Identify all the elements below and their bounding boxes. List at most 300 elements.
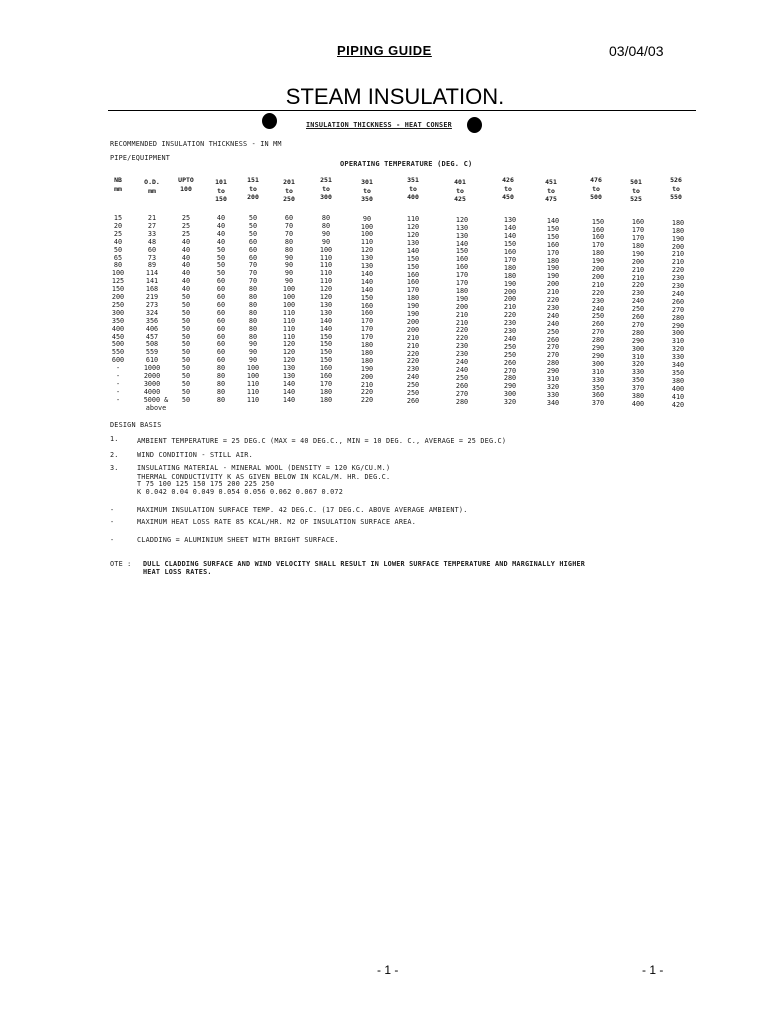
table-cell-thickness: 90 <box>284 277 294 286</box>
table-cell-thickness: 40 <box>181 253 191 262</box>
table-cell-od: 21 <box>147 214 157 222</box>
table-cell-thickness: 130 <box>406 238 420 247</box>
table-cell-thickness: 140 <box>360 269 374 278</box>
table-cell-thickness: 80 <box>216 387 226 396</box>
note-number: 2. <box>110 451 119 459</box>
table-cell-thickness: 190 <box>546 264 560 273</box>
table-cell-thickness: 160 <box>406 278 420 287</box>
note-text: T 75 100 125 150 175 200 225 250 <box>137 480 275 488</box>
table-cell-thickness: 240 <box>455 365 469 374</box>
table-cell-thickness: 150 <box>546 232 560 241</box>
table-cell-thickness: 60 <box>216 316 226 325</box>
table-cell-thickness: 310 <box>591 367 605 376</box>
table-cell-thickness: 90 <box>321 237 331 246</box>
table-cell-thickness: 180 <box>546 256 560 265</box>
table-cell-thickness: 260 <box>546 335 560 344</box>
table-cell-thickness: 80 <box>216 395 226 404</box>
table-cell-thickness: 240 <box>631 297 645 306</box>
table-cell-thickness: 210 <box>503 303 517 312</box>
table-cell-thickness: 180 <box>406 294 420 303</box>
table-cell-thickness: 40 <box>181 285 191 294</box>
table-cell-thickness: 50 <box>181 340 191 349</box>
table-cell-thickness: 300 <box>671 329 685 338</box>
table-cell-thickness: 140 <box>319 316 333 325</box>
table-cell-thickness: 220 <box>455 334 469 343</box>
table-cell-thickness: 120 <box>282 340 296 349</box>
table-cell-thickness: 220 <box>631 281 645 290</box>
table-cell-thickness: 380 <box>631 392 645 400</box>
table-cell-thickness: 290 <box>591 344 605 352</box>
table-cell-thickness: 110 <box>406 215 420 224</box>
table-cell-thickness: 110 <box>246 387 260 396</box>
note-number: - <box>110 506 115 514</box>
table-cell-thickness: 50 <box>248 221 258 230</box>
table-cell-thickness: 190 <box>591 257 605 266</box>
table-cell-thickness: 140 <box>455 239 469 248</box>
table-cell-od: 356 <box>145 316 159 325</box>
table-cell-thickness: 140 <box>503 232 517 241</box>
table-cell-thickness: 210 <box>406 341 420 350</box>
table-cell-thickness: 270 <box>546 343 560 352</box>
table-cell-thickness: 290 <box>591 351 605 360</box>
table-cell-thickness: 60 <box>216 285 226 294</box>
table-cell-nb: 200 <box>111 293 125 301</box>
table-cell-thickness: 290 <box>671 321 685 330</box>
table-cell-thickness: 200 <box>406 325 420 334</box>
table-cell-thickness: 260 <box>406 396 420 405</box>
table-cell-thickness: 340 <box>671 361 685 369</box>
table-cell-od: 33 <box>147 229 157 238</box>
table-cell-thickness: 170 <box>631 234 645 242</box>
table-cell-thickness: 190 <box>503 279 517 288</box>
table-cell-thickness: 140 <box>360 277 374 286</box>
table-cell-thickness: 200 <box>360 372 374 381</box>
table-cell-thickness: 160 <box>591 233 605 242</box>
table-cell-thickness: 370 <box>631 384 645 393</box>
table-cell-thickness: 40 <box>216 221 226 230</box>
table-cell-nb: 250 <box>111 300 125 309</box>
table-cell-od: 3000 <box>143 379 161 388</box>
table-cell-thickness: 100 <box>360 230 374 239</box>
table-cell-thickness: 200 <box>406 317 420 326</box>
table-cell-thickness: 40 <box>181 277 191 286</box>
table-cell-thickness: 330 <box>546 390 560 399</box>
table-cell-thickness: 210 <box>360 380 374 389</box>
table-cell-thickness: 80 <box>248 332 258 341</box>
note-text: MAXIMUM HEAT LOSS RATE 85 KCAL/HR. M2 OF INSULATION SURFACE AREA. <box>137 518 416 526</box>
table-cell-thickness: 120 <box>406 223 420 232</box>
table-cell-thickness: 270 <box>671 305 685 314</box>
table-cell-thickness: 120 <box>406 231 420 239</box>
table-cell-thickness: 130 <box>503 216 517 225</box>
scan-top-heading: INSULATION THICKNESS - HEAT CONSER <box>306 121 452 129</box>
table-cell-thickness: 40 <box>181 261 191 270</box>
table-cell-thickness: 270 <box>503 366 517 375</box>
note-number: 1. <box>110 435 119 443</box>
table-cell-thickness: 100 <box>319 245 333 254</box>
table-cell-thickness: 80 <box>248 293 258 301</box>
table-cell-thickness: 60 <box>248 253 258 262</box>
table-cell-thickness: 160 <box>631 218 645 227</box>
table-cell-thickness: 90 <box>284 269 294 278</box>
table-cell-od: 610 <box>145 356 159 365</box>
table-cell-thickness: 130 <box>319 300 333 309</box>
table-cell-nb: - <box>115 395 121 404</box>
table-cell-thickness: 50 <box>181 308 191 317</box>
table-cell-thickness: 50 <box>216 269 226 278</box>
table-cell-thickness: 150 <box>319 340 333 349</box>
table-cell-thickness: 180 <box>503 271 517 280</box>
table-cell-thickness: 180 <box>319 395 333 404</box>
footer-page-number-right: - 1 - <box>642 963 664 977</box>
table-cell-thickness: 150 <box>360 293 374 302</box>
table-cell-od: 2000 <box>143 372 161 380</box>
table-cell-thickness: 180 <box>319 387 333 396</box>
table-cell-thickness: 400 <box>631 399 645 408</box>
table-cell-thickness: 280 <box>671 313 685 322</box>
table-cell-thickness: 190 <box>455 294 469 303</box>
table-cell-thickness: 40 <box>181 245 191 254</box>
table-cell-thickness: 300 <box>591 359 605 368</box>
table-cell-nb: 65 <box>113 253 123 262</box>
table-cell-thickness: 50 <box>181 324 191 333</box>
table-cell-thickness: 110 <box>319 261 333 270</box>
table-cell-nb: 50 <box>113 245 123 254</box>
table-cell-thickness: 350 <box>671 368 685 377</box>
table-cell-thickness: 150 <box>319 348 333 357</box>
table-cell-thickness: 240 <box>671 289 685 298</box>
table-cell-thickness: 50 <box>181 348 191 357</box>
table-cell-thickness: 80 <box>284 237 294 246</box>
table-cell-thickness: 190 <box>671 234 685 243</box>
table-cell-thickness: 70 <box>284 221 294 230</box>
table-column-header: 451 to 475 <box>545 178 557 203</box>
table-cell-od: 324 <box>145 308 159 317</box>
table-cell-thickness: 50 <box>181 372 191 380</box>
table-cell-thickness: 60 <box>216 324 226 333</box>
table-cell-od: 559 <box>145 348 159 357</box>
table-cell-thickness: 50 <box>181 332 191 341</box>
table-column-header: NB mm <box>114 176 122 193</box>
table-cell-thickness: 120 <box>319 293 333 301</box>
table-cell-thickness: 220 <box>406 349 420 358</box>
table-cell-thickness: 140 <box>503 224 517 233</box>
table-cell-nb: - <box>115 372 121 380</box>
table-cell-nb: 15 <box>113 214 123 222</box>
table-cell-thickness: 210 <box>455 310 469 319</box>
table-column-header: O.D. mm <box>144 178 160 195</box>
table-cell-thickness: 100 <box>282 300 296 309</box>
table-cell-thickness: 180 <box>360 356 374 365</box>
table-cell-od: 4000 <box>143 387 161 396</box>
table-cell-thickness: 210 <box>671 250 685 259</box>
table-cell-thickness: 50 <box>216 245 226 254</box>
note-number: OTE : <box>110 560 132 568</box>
table-cell-od: 508 <box>145 340 159 349</box>
table-cell-thickness: 70 <box>248 261 258 270</box>
table-cell-thickness: 170 <box>455 271 469 280</box>
footer-page-number-left: - 1 - <box>377 963 399 977</box>
table-cell-thickness: 220 <box>671 266 685 275</box>
table-column-header: 151 to 200 <box>247 176 259 201</box>
table-cell-thickness: 160 <box>591 225 605 234</box>
table-cell-thickness: 380 <box>671 376 685 385</box>
table-cell-thickness: 170 <box>631 226 645 235</box>
table-cell-thickness: 100 <box>246 372 260 380</box>
note-text: INSULATING MATERIAL - MINERAL WOOL (DENSITY = 120 KG/CU.M.) <box>137 464 391 472</box>
table-cell-thickness: 230 <box>631 289 645 298</box>
table-cell-thickness: 180 <box>360 341 374 349</box>
table-cell-thickness: 140 <box>282 395 296 404</box>
table-column-header: 201 to 250 <box>283 178 295 203</box>
table-cell-thickness: 150 <box>503 240 517 249</box>
table-cell-thickness: 280 <box>546 359 560 368</box>
table-cell-thickness: 240 <box>546 319 560 328</box>
table-cell-od: 141 <box>145 277 159 286</box>
table-cell-thickness: 90 <box>284 253 294 262</box>
table-cell-od: 457 <box>145 332 159 341</box>
table-cell-thickness: 200 <box>631 257 645 266</box>
table-cell-nb: 600 <box>111 356 125 365</box>
table-cell-thickness: 150 <box>406 254 420 263</box>
table-cell-thickness: 50 <box>181 300 191 309</box>
table-cell-thickness: 370 <box>591 399 605 408</box>
scan-subheading: RECOMMENDED INSULATION THICKNESS - IN MM <box>110 140 282 148</box>
table-cell-thickness: 240 <box>546 311 560 320</box>
table-cell-thickness: 70 <box>284 229 294 238</box>
table-cell-thickness: 210 <box>671 258 685 267</box>
table-cell-thickness: 40 <box>216 229 226 238</box>
note-text: K 0.042 0.04 0.049 0.054 0.056 0.062 0.067 0.072 <box>137 488 344 496</box>
table-cell-od: 27 <box>147 221 157 230</box>
table-cell-thickness: 260 <box>455 381 469 390</box>
table-cell-thickness: 240 <box>591 304 605 313</box>
table-cell-thickness: 80 <box>321 221 331 230</box>
table-cell-thickness: 60 <box>216 293 226 301</box>
table-cell-thickness: 100 <box>246 364 260 373</box>
table-cell-thickness: 130 <box>319 308 333 317</box>
table-cell-thickness: 220 <box>591 288 605 297</box>
table-cell-od: 406 <box>145 324 159 333</box>
table-cell-thickness: 50 <box>181 364 191 373</box>
table-cell-thickness: 260 <box>591 320 605 329</box>
table-cell-thickness: 250 <box>503 342 517 351</box>
table-cell-thickness: 230 <box>455 350 469 359</box>
table-cell-thickness: 270 <box>631 320 645 329</box>
table-cell-thickness: 300 <box>503 390 517 399</box>
table-cell-thickness: 170 <box>360 317 374 326</box>
table-cell-thickness: 160 <box>360 301 374 310</box>
table-cell-nb: 125 <box>111 277 125 286</box>
table-cell-thickness: 230 <box>671 282 685 290</box>
table-cell-thickness: 170 <box>546 248 560 257</box>
table-cell-thickness: 280 <box>631 328 645 337</box>
table-cell-thickness: 210 <box>406 333 420 342</box>
table-cell-thickness: 200 <box>591 272 605 281</box>
table-cell-thickness: 60 <box>284 214 294 222</box>
table-cell-thickness: 170 <box>503 255 517 264</box>
table-cell-nb: - <box>115 379 121 388</box>
table-cell-thickness: 330 <box>591 375 605 384</box>
table-cell-od: 60 <box>147 245 157 254</box>
table-cell-thickness: 420 <box>671 400 685 409</box>
design-basis-label: DESIGN BASIS <box>110 421 162 429</box>
table-cell-thickness: 260 <box>631 313 645 321</box>
table-cell-thickness: 60 <box>216 308 226 317</box>
table-cell-thickness: 210 <box>631 273 645 282</box>
table-cell-thickness: 220 <box>503 311 517 320</box>
table-cell-thickness: 90 <box>284 261 294 270</box>
table-cell-nb: 40 <box>113 237 123 246</box>
table-cell-thickness: 130 <box>455 231 469 240</box>
table-cell-thickness: 150 <box>406 262 420 271</box>
table-cell-thickness: 50 <box>181 387 191 396</box>
table-cell-thickness: 170 <box>360 333 374 342</box>
table-cell-thickness: 130 <box>360 254 374 263</box>
table-cell-thickness: 50 <box>181 356 191 365</box>
table-cell-thickness: 60 <box>248 237 258 246</box>
table-cell-thickness: 140 <box>546 217 560 225</box>
table-cell-thickness: 100 <box>282 285 296 294</box>
table-cell-thickness: 110 <box>282 316 296 325</box>
table-cell-thickness: 130 <box>282 372 296 380</box>
table-cell-thickness: 240 <box>503 334 517 343</box>
note-text: WIND CONDITION - STILL AIR. <box>137 451 253 459</box>
scan-ink-blot <box>467 117 482 133</box>
table-cell-thickness: 25 <box>181 221 191 230</box>
table-cell-nb: 350 <box>111 316 125 325</box>
table-cell-nb: 550 <box>111 348 125 357</box>
table-cell-thickness: 190 <box>406 310 420 318</box>
table-cell-thickness: 200 <box>546 280 560 289</box>
table-cell-thickness: 230 <box>671 274 685 283</box>
table-cell-thickness: 70 <box>248 269 258 278</box>
note-number: 3. <box>110 464 119 472</box>
table-cell-thickness: 50 <box>181 379 191 388</box>
table-cell-nb: 80 <box>113 261 123 270</box>
table-cell-thickness: 400 <box>671 384 685 393</box>
table-cell-thickness: 110 <box>246 379 260 388</box>
table-cell-thickness: 130 <box>282 364 296 373</box>
table-cell-thickness: 80 <box>248 285 258 294</box>
table-cell-thickness: 50 <box>181 316 191 325</box>
table-cell-thickness: 110 <box>319 269 333 278</box>
scan-pipe-label: PIPE/EQUIPMENT <box>110 154 171 162</box>
table-cell-thickness: 120 <box>319 285 333 294</box>
table-cell-thickness: 260 <box>671 297 685 306</box>
table-cell-thickness: 150 <box>455 247 469 256</box>
table-cell-thickness: 50 <box>248 229 258 238</box>
table-cell-thickness: 170 <box>455 279 469 287</box>
table-cell-thickness: 320 <box>631 360 645 369</box>
table-cell-thickness: 320 <box>503 398 517 407</box>
table-cell-thickness: 90 <box>248 348 258 357</box>
table-cell-thickness: 170 <box>360 325 374 334</box>
table-cell-thickness: 180 <box>671 218 685 227</box>
table-cell-thickness: 25 <box>181 214 191 222</box>
table-cell-thickness: 60 <box>216 356 226 365</box>
note-text: CLADDING = ALUMINIUM SHEET WITH BRIGHT SURFACE. <box>137 536 339 544</box>
table-cell-thickness: 50 <box>181 293 191 301</box>
table-cell-thickness: 190 <box>406 302 420 311</box>
table-cell-od: 73 <box>147 253 157 262</box>
table-cell-thickness: 220 <box>406 357 420 366</box>
header-rule <box>108 110 696 111</box>
table-cell-thickness: 60 <box>216 300 226 309</box>
table-cell-thickness: 110 <box>319 253 333 262</box>
table-cell-thickness: 80 <box>321 214 331 222</box>
table-cell-thickness: 160 <box>455 263 469 272</box>
table-cell-thickness: 190 <box>360 364 374 373</box>
table-cell-thickness: 360 <box>591 391 605 400</box>
note-text: AMBIENT TEMPERATURE = 25 DEG.C (MAX = 40 DEG.C., MIN = 10 DEG. C., AVERAGE = 25 DEG.C) <box>137 437 507 445</box>
table-cell-thickness: 100 <box>360 222 374 231</box>
note-number: - <box>110 518 115 526</box>
note-text: HEAT LOSS RATES. <box>143 568 212 576</box>
table-cell-thickness: 250 <box>406 381 420 390</box>
table-cell-thickness: 25 <box>181 229 191 238</box>
table-cell-thickness: 40 <box>216 214 226 222</box>
table-cell-thickness: 220 <box>455 326 469 335</box>
table-cell-thickness: 270 <box>546 351 560 360</box>
table-cell-thickness: 70 <box>248 277 258 286</box>
table-cell-thickness: 260 <box>503 358 517 367</box>
table-cell-thickness: 230 <box>406 365 420 374</box>
table-column-header: 426 to 450 <box>502 176 514 201</box>
note-text: MAXIMUM INSULATION SURFACE TEMP. 42 DEG.C. (17 DEG.C. ABOVE AVERAGE AMBIENT). <box>137 506 468 514</box>
page-header-date: 03/04/03 <box>609 43 664 59</box>
table-cell-od: 1000 <box>143 364 161 373</box>
table-cell-thickness: 320 <box>546 382 560 391</box>
table-cell-od: 48 <box>147 237 157 246</box>
table-cell-thickness: 280 <box>591 336 605 345</box>
table-cell-thickness: 210 <box>455 318 469 327</box>
table-cell-thickness: 350 <box>591 383 605 392</box>
table-column-header: UPTO 100 <box>178 176 194 193</box>
table-column-header: 101 to 150 <box>215 178 227 203</box>
table-cell-thickness: 160 <box>546 240 560 249</box>
table-column-header: 501 to 525 <box>630 178 642 203</box>
note-text: THERMAL CONDUCTIVITY K AS GIVEN BELOW IN KCAL/M. HR. DEG.C. <box>137 473 391 481</box>
table-cell-thickness: 180 <box>360 348 374 357</box>
table-cell-thickness: 230 <box>546 303 560 312</box>
table-cell-thickness: 120 <box>282 356 296 365</box>
table-cell-thickness: 50 <box>216 253 226 262</box>
table-cell-nb: 25 <box>113 229 123 238</box>
table-column-header: 526 to 550 <box>670 176 682 201</box>
scan-ink-blot <box>262 113 277 129</box>
table-cell-thickness: 230 <box>503 319 517 328</box>
table-cell-thickness: 210 <box>591 280 605 289</box>
table-cell-thickness: 40 <box>216 237 226 246</box>
table-cell-thickness: 180 <box>631 241 645 250</box>
table-cell-od: 168 <box>145 285 159 294</box>
table-column-header: 476 to 500 <box>590 176 602 201</box>
table-cell-thickness: 150 <box>591 217 605 226</box>
table-cell-thickness: 80 <box>248 300 258 309</box>
table-cell-thickness: 300 <box>631 344 645 353</box>
table-cell-thickness: 180 <box>591 249 605 258</box>
table-cell-nb: - <box>115 364 121 373</box>
table-cell-thickness: 60 <box>248 245 258 254</box>
table-cell-thickness: 210 <box>546 288 560 297</box>
table-cell-thickness: 310 <box>546 375 560 383</box>
table-column-header: 351 to 400 <box>407 176 419 201</box>
table-cell-thickness: 220 <box>546 296 560 304</box>
table-cell-thickness: 110 <box>319 277 333 286</box>
table-cell-thickness: 50 <box>248 214 258 222</box>
table-cell-thickness: 250 <box>591 312 605 321</box>
